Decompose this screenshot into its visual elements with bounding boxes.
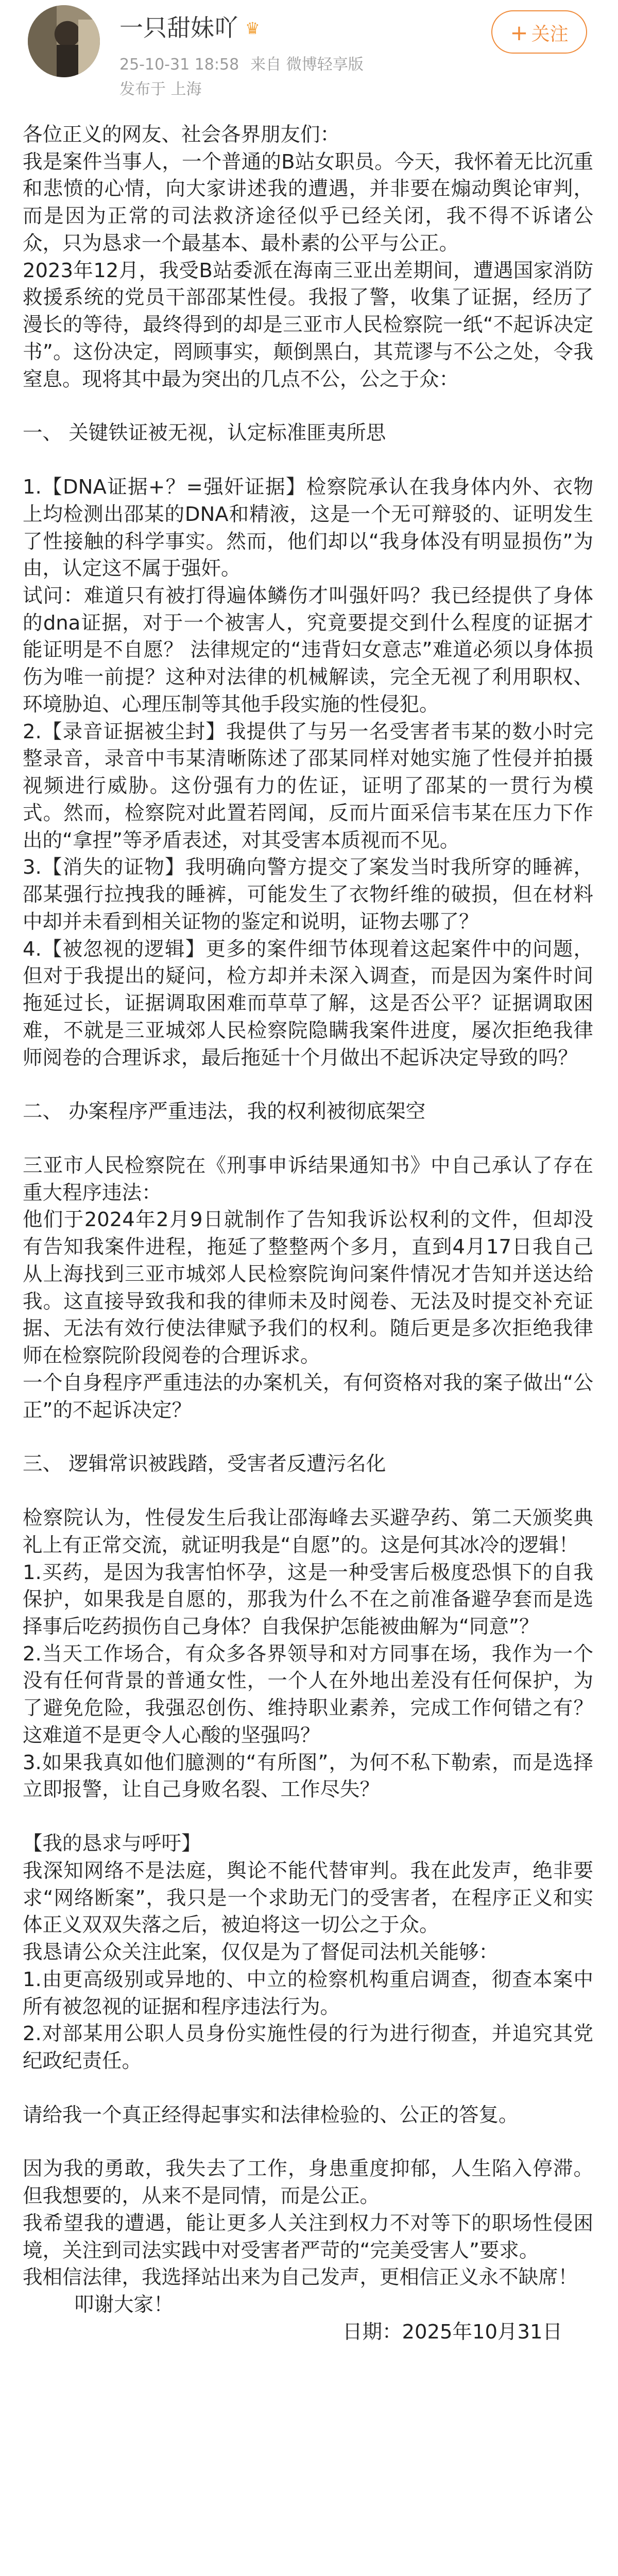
post-paragraph: 2.对部某用公职人员身份实施性侵的行为进行彻查，并追究其党纪政纪责任。 [23, 2022, 593, 2073]
post-paragraph: 试问：难道只有被打得遍体鳞伤才叫强奸吗？我已经提供了身体的dna证据，对于一个被害人，究竟要提交到什么程度的证据才能证明是不自愿？ 法律规定的“违背妇女意志”难道必须以身体损伤为唯一前提？这种对法律的机械解读，完全无视了利用职权、环境胁迫、心理压制等其他手段实施的性侵犯。 [23, 584, 593, 716]
post-paragraph: 3.如果我真如他们臆测的“有所图”，为何不私下勒索，而是选择立即报警，让自己身败名裂、工作尽失？ [23, 1751, 593, 1802]
paragraph-spacer [23, 1478, 593, 1505]
paragraph-spacer [23, 2129, 593, 2156]
post-paragraph: 二、 办案程序严重违法，我的权利被彻底架空 [23, 1100, 426, 1124]
post-paragraph: 请给我一个真正经得起事实和法律检验的、公正的答复。 [23, 2103, 519, 2127]
follow-label: 关注 [531, 24, 569, 45]
post-paragraph: 因为我的勇敢，我失去了工作，身患重度抑郁，人生陷入停滞。但我想要的，从来不是同情，而是公正。 [23, 2157, 593, 2208]
post-meta [119, 52, 364, 74]
post-paragraph: 4.【被忽视的逻辑】更多的案件细节体现着这起案件中的问题，但对于我提出的疑问，检方却并未深入调查，而是因为案件时间拖延过长，证据调取困难而草草了解，这是否公平？证据调取困难，不就是三亚城郊人民检察院隐瞒我案件进度，屡次拒绝我律师阅卷的合理诉求，最后拖延十个月做出不起诉决定导致的吗？ [23, 937, 593, 1070]
paragraph-spacer [23, 1804, 593, 1831]
post-paragraph: 2.当天工作场合，有众多各界领导和对方同事在场，我作为一个没有任何背景的普通女性，一个人在外地出差没有任何保护，为了避免危险，我强忍创伤、维持职业素养，完成工作何错之有？这难道不是更令人心酸的坚强吗？ [23, 1642, 593, 1747]
post-paragraph: 三、 逻辑常识被践踏，受害者反遭污名化 [23, 1452, 386, 1476]
post-paragraph: 我希望我的遭遇，能让更多人关注到权力不对等下的职场性侵困境，关注到司法实践中对受害者严苛的“完美受害人”要求。 [23, 2211, 593, 2262]
post-paragraph: 1.由更高级别或异地的、中立的检察机构重启调查，彻查本案中所有被忽视的证据和程序违法行为。 [23, 1968, 593, 2019]
post-location: 发布于 上海 [119, 80, 202, 98]
post-paragraph: 2023年12月，我受B站委派在海南三亚出差期间，遭遇国家消防救援系统的党员干部邵某性侵。我报了警，收集了证据，经历了漫长的等待，最终得到的却是三亚市人民检察院一纸“不起诉决定书”。这份决定，罔顾事实，颠倒黑白，其荒谬与不公之处，令我窒息。现将其中最为突出的几点不公，公之于众： [23, 259, 593, 391]
post-paragraph: 1.【DNA证据+？=强奸证据】检察院承认在我身体内外、衣物上均检测出邵某的DNA和精液，这是一个无可辩驳的、证明发生了性接触的科学事实。然而，他们却以“我身体没有明显损伤”为由，认定这不属于强奸。 [23, 476, 593, 581]
paragraph-spacer [23, 2075, 593, 2102]
post-paragraph: 3.【消失的证物】我明确向警方提交了案发当时我所穿的睡裤，邵某强行拉拽我的睡裤，可能发生了衣物纤维的破损，但在材料中却并未看到相关证物的鉴定和说明，证物去哪了？ [23, 856, 593, 934]
post-paragraph: 一个自身程序严重违法的办案机关，有何资格对我的案子做出“公正”的不起诉决定？ [23, 1371, 593, 1422]
post-date-line: 日期：2025年10月31日 [342, 2320, 562, 2344]
post-paragraph: 1.买药，是因为我害怕怀孕，这是一种受害后极度恐惧下的自我保护，如果我是自愿的，那我为什么不在之前准备避孕套而是选择事后吃药损伤自己身体？自我保护怎能被曲解为“同意”？ [23, 1561, 593, 1638]
post-paragraph: 【我的恳求与呼吁】 [23, 1832, 201, 1856]
post-signoff: 叩谢大家！ [74, 2293, 174, 2317]
post-paragraph: 我深知网络不是法庭，舆论不能代替审判。我在此发声，绝非要求“网络断案”，我只是一个求助无门的受害者，在程序正义和实体正义双双失落之后，被迫将这一切公之于众。 [23, 1859, 593, 1937]
post-paragraph: 各位正义的网友、社会各界朋友们： [23, 123, 340, 146]
post-paragraph: 我恳请公众关注此案，仅仅是为了督促司法机关能够： [23, 1941, 499, 1964]
post-paragraph: 一、 关键铁证被无视，认定标准匪夷所思 [23, 421, 386, 445]
paragraph-spacer [23, 1424, 593, 1451]
username-text[interactable]: 一只甜妹吖 [119, 14, 238, 42]
post-paragraph: 我是案件当事人，一个普通的B站女职员。今天，我怀着无比沉重和悲愤的心情，向大家讲述我的遭遇，并非要在煽动舆论审判，而是因为正常的司法救济途径似乎已经关闭，我不得不诉诸公众，只为恳求一个最基本、最朴素的公平与公正。 [23, 150, 593, 255]
avatar[interactable] [28, 5, 100, 77]
paragraph-spacer [23, 447, 593, 474]
paragraph-spacer [23, 1126, 593, 1153]
post-paragraph: 三亚市人民检察院在《刑事申诉结果通知书》中自己承认了存在重大程序违法： [23, 1154, 593, 1205]
post-paragraph: 检察院认为，性侵发生后我让邵海峰去买避孕药、第二天颁奖典礼上有正常交流，就证明我是“自愿”的。这是何其冰冷的逻辑！ [23, 1506, 593, 1557]
crown-icon: ♛ [245, 19, 260, 38]
post-paragraph: 他们于2024年2月9日就制作了告知我诉讼权利的文件，但却没有告知我案件进程，拖延了整整两个多月，直到4月17日我自己从上海找到三亚市城郊人民检察院询问案件情况才告知并送达给我。这直接导致我和我的律师未及时阅卷、无法及时提交补充证据、无法有效行使法律赋予我们的权利。随后更是多次拒绝我律师在检察院阶段阅卷的合理诉求。 [23, 1208, 593, 1368]
username[interactable] [119, 9, 260, 43]
paragraph-spacer [23, 1072, 593, 1098]
post-source[interactable]: 来自 微博轻享版 [250, 56, 364, 74]
post-paragraph: 我相信法律，我选择站出来为自己发声，更相信正义永不缺席！ [23, 2266, 578, 2290]
post-datetime: 25-10-31 18:58 [119, 56, 239, 74]
post-paragraph: 2.【录音证据被尘封】我提供了与另一名受害者韦某的数小时完整录音，录音中韦某清晰陈述了邵某同样对她实施了性侵并拍摄视频进行威胁。这份强有力的佐证，证明了邵某的一贯行为模式。然而，检察院对此置若罔闻，反而片面采信韦某在压力下作出的“拿捏”等矛盾表述，对其受害本质视而不见。 [23, 720, 593, 852]
follow-button[interactable] [491, 10, 587, 54]
plus-icon: + [510, 20, 528, 45]
avatar-image [28, 5, 100, 77]
paragraph-spacer [23, 393, 593, 420]
post-body [23, 122, 593, 2346]
